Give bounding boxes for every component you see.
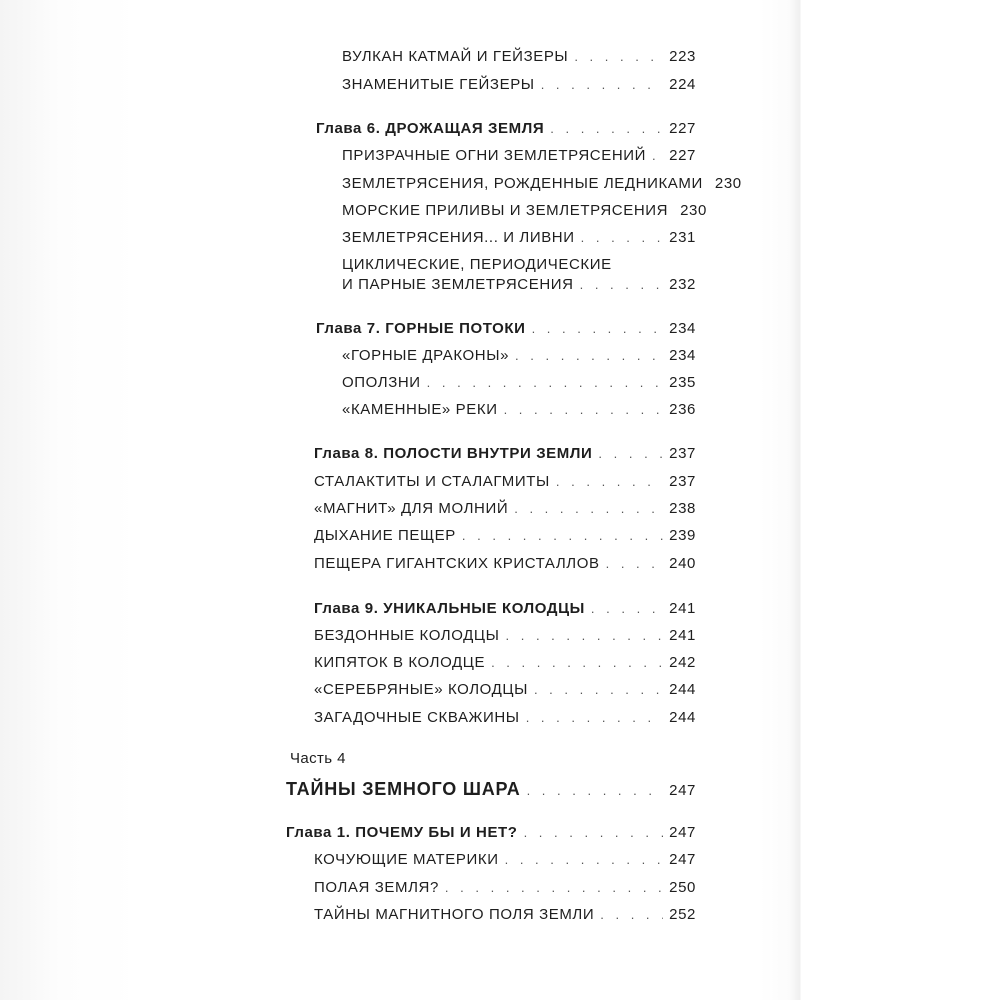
entry-page: 227	[669, 120, 696, 137]
entry-page: 238	[669, 500, 696, 517]
dot-leader	[556, 474, 663, 489]
dot-leader	[427, 375, 664, 390]
toc-entry	[0, 175, 1000, 192]
entry-page: 235	[669, 374, 696, 391]
entry-title: ЗЕМЛЕТРЯСЕНИЯ, РОЖДЕННЫЕ ЛЕДНИКАМИ	[342, 175, 703, 192]
toc-chapter	[0, 824, 1000, 841]
entry-title: ЗЕМЛЕТРЯСЕНИЯ... И ЛИВНИ	[342, 229, 575, 246]
entry-line2	[342, 276, 696, 293]
entry-title-line2: И ПАРНЫЕ ЗЕМЛЕТРЯСЕНИЯ	[342, 276, 574, 293]
chapter-title: Глава 1. ПОЧЕМУ БЫ И НЕТ?	[286, 824, 518, 841]
dot-leader	[580, 277, 664, 292]
toc-entry	[0, 627, 1000, 644]
dot-leader	[532, 321, 664, 336]
entry-title: ЗНАМЕНИТЫЕ ГЕЙЗЕРЫ	[342, 76, 535, 93]
chapter-title: Глава 6. ДРОЖАЩАЯ ЗЕМЛЯ	[316, 120, 545, 137]
entry-page: 252	[669, 906, 696, 923]
entry-page: 237	[669, 473, 696, 490]
dot-leader	[524, 825, 664, 840]
dot-leader	[514, 501, 663, 516]
entry-page: 223	[669, 48, 696, 65]
toc-entry	[0, 709, 1000, 726]
toc-entry	[0, 906, 1000, 923]
dot-leader	[506, 628, 664, 643]
entry-page: 237	[669, 445, 696, 462]
entry-title: КОЧУЮЩИЕ МАТЕРИКИ	[314, 851, 499, 868]
chapter-title: Глава 7. ГОРНЫЕ ПОТОКИ	[316, 320, 526, 337]
toc-entry	[0, 401, 1000, 418]
toc-entry	[0, 347, 1000, 364]
toc-chapter	[0, 120, 1000, 137]
entry-title: «СЕРЕБРЯНЫЕ» КОЛОДЦЫ	[314, 681, 528, 698]
dot-leader	[598, 446, 663, 461]
toc-entry	[0, 48, 1000, 65]
entry-page: 227	[669, 147, 696, 164]
entry-title: МОРСКИЕ ПРИЛИВЫ И ЗЕМЛЕТРЯСЕНИЯ	[342, 202, 669, 219]
entry-title: «МАГНИТ» ДЛЯ МОЛНИЙ	[314, 500, 509, 517]
entry-title: «КАМЕННЫЕ» РЕКИ	[342, 401, 498, 418]
entry-title: БЕЗДОННЫЕ КОЛОДЦЫ	[314, 627, 500, 644]
entry-page: 231	[669, 229, 696, 246]
entry-page: 247	[669, 824, 696, 841]
entry-page: 241	[669, 627, 696, 644]
dot-leader	[600, 907, 663, 922]
toc-entry	[0, 681, 1000, 698]
dot-leader	[445, 880, 663, 895]
entry-title: «ГОРНЫЕ ДРАКОНЫ»	[342, 347, 510, 364]
dot-leader	[581, 230, 664, 245]
entry-page: 240	[669, 555, 696, 572]
entry-page: 242	[669, 654, 696, 671]
entry-title: ДЫХАНИЕ ПЕЩЕР	[314, 527, 456, 544]
entry-title: ЗАГАДОЧНЫЕ СКВАЖИНЫ	[314, 709, 520, 726]
entry-page: 247	[669, 782, 696, 799]
dot-leader	[527, 783, 664, 798]
entry-page: 250	[669, 879, 696, 896]
toc-chapter	[0, 445, 1000, 462]
entry-page: 241	[669, 600, 696, 617]
toc-entry	[0, 374, 1000, 391]
entry-page: 244	[669, 681, 696, 698]
toc-entry	[0, 500, 1000, 517]
dot-leader	[541, 77, 663, 92]
dot-leader	[515, 348, 663, 363]
toc-entry	[0, 229, 1000, 246]
dot-leader	[652, 148, 663, 163]
entry-title: ПРИЗРАЧНЫЕ ОГНИ ЗЕМЛЕТРЯСЕНИЙ	[342, 147, 647, 164]
dot-leader	[526, 710, 663, 725]
entry-page: 236	[669, 401, 696, 418]
chapter-title: Глава 8. ПОЛОСТИ ВНУТРИ ЗЕМЛИ	[314, 445, 593, 462]
entry-title-line1: ЦИКЛИЧЕСКИЕ, ПЕРИОДИЧЕСКИЕ	[342, 256, 612, 273]
toc-entry	[0, 851, 1000, 868]
dot-leader	[574, 49, 663, 64]
entry-title: КИПЯТОК В КОЛОДЦЕ	[314, 654, 486, 671]
entry-page: 239	[669, 527, 696, 544]
entry-page: 230	[680, 202, 707, 219]
part-title: ТАЙНЫ ЗЕМНОГО ШАРА	[286, 779, 521, 799]
entry-title: ПЕЩЕРА ГИГАНТСКИХ КРИСТАЛЛОВ	[314, 555, 600, 572]
toc-entry	[0, 76, 1000, 93]
toc-entry	[0, 202, 1000, 219]
dot-leader	[534, 682, 663, 697]
dot-leader	[591, 601, 663, 616]
toc-chapter	[0, 600, 1000, 617]
dot-leader	[491, 655, 663, 670]
toc-chapter	[0, 320, 1000, 337]
toc-entry	[0, 527, 1000, 544]
dot-leader	[606, 556, 664, 571]
dot-leader	[550, 121, 663, 136]
entry-title: ТАЙНЫ МАГНИТНОГО ПОЛЯ ЗЕМЛИ	[314, 906, 595, 923]
toc-entry	[0, 879, 1000, 896]
toc-entry	[0, 555, 1000, 572]
entry-page: 230	[714, 175, 742, 192]
dot-leader	[462, 528, 663, 543]
dot-leader	[504, 402, 664, 417]
part-label: Часть 4	[290, 750, 346, 767]
entry-title: ПОЛАЯ ЗЕМЛЯ?	[314, 879, 439, 896]
toc-entry	[0, 473, 1000, 490]
entry-page: 244	[669, 709, 696, 726]
dot-leader	[505, 852, 664, 867]
toc-part-title	[0, 779, 1000, 800]
toc-entry	[0, 147, 1000, 164]
entry-page: 232	[669, 276, 696, 293]
entry-page: 234	[669, 347, 696, 364]
entry-page: 247	[669, 851, 696, 868]
entry-page: 224	[669, 76, 696, 93]
chapter-title: Глава 9. УНИКАЛЬНЫЕ КОЛОДЦЫ	[314, 600, 585, 617]
entry-page: 234	[669, 320, 696, 337]
toc-entry-multiline	[0, 256, 1000, 293]
toc-entry	[0, 654, 1000, 671]
entry-title: СТАЛАКТИТЫ И СТАЛАГМИТЫ	[314, 473, 550, 490]
entry-title: ОПОЛЗНИ	[342, 374, 421, 391]
entry-title: ВУЛКАН КАТМАЙ И ГЕЙЗЕРЫ	[342, 48, 569, 65]
